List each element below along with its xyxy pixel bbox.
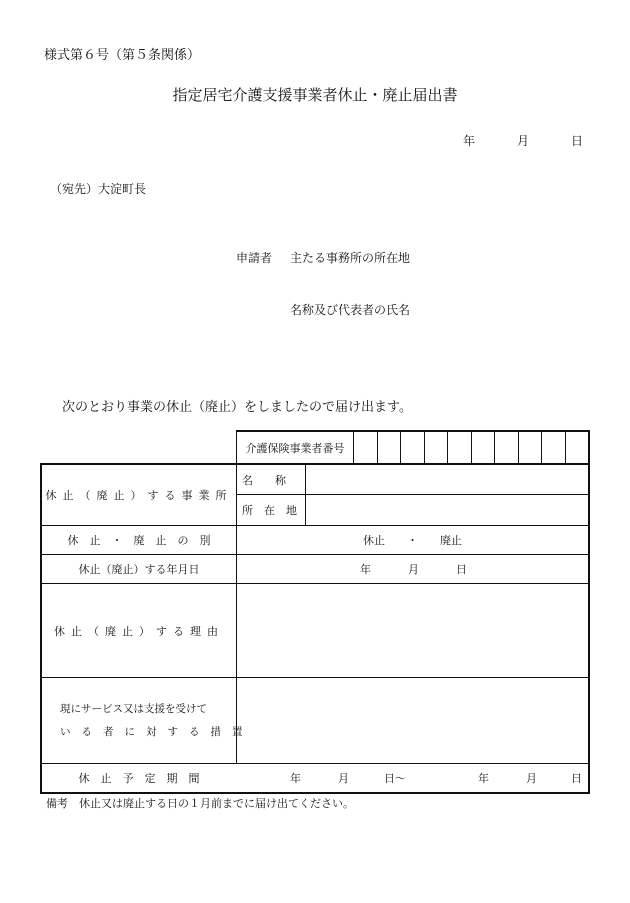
reason-label: 休止（廃止）する理由	[54, 624, 224, 638]
provider-number-digit-box[interactable]	[566, 432, 588, 463]
period-from-day[interactable]: 日～	[384, 772, 406, 785]
applicant-address-label: 主たる事務所の所在地	[290, 251, 411, 265]
date-month-label: 月	[517, 134, 530, 148]
form-number: 様式第６号（第５条関係）	[44, 48, 201, 63]
reason-field[interactable]	[237, 584, 588, 677]
office-location-label: 所 在 地	[242, 504, 297, 517]
addressee: （宛先）大淀町長	[50, 182, 147, 196]
period-to-day[interactable]: 日	[571, 772, 582, 785]
provider-number-digit-box[interactable]	[354, 432, 377, 463]
period-to-month[interactable]: 月	[526, 772, 537, 785]
period-label: 休 止 予 定 期 間	[78, 772, 200, 785]
type-label: 休 止 ・ 廃 止 の 別	[67, 534, 211, 547]
provider-number-digit-box[interactable]	[401, 432, 424, 463]
date-year-label: 年	[463, 134, 476, 148]
date-value-day[interactable]: 日	[456, 563, 467, 576]
page-title: 指定居宅介護支援事業者休止・廃止届出書	[172, 86, 458, 104]
provider-number-digit-box[interactable]	[425, 432, 447, 463]
provider-number-label: 介護保険事業者番号	[245, 441, 345, 455]
measures-field[interactable]	[237, 678, 588, 763]
type-value[interactable]: 休止 ・ 廃止	[363, 534, 462, 547]
date-day-label: 日	[571, 134, 584, 148]
period-to-year[interactable]: 年	[478, 772, 489, 785]
office-name-field[interactable]	[306, 465, 588, 494]
measures-label-line2: いる者に対する措置	[60, 725, 254, 738]
measures-label-line1: 現にサービス又は支援を受けて	[60, 702, 207, 715]
applicant-name-label: 名称及び代表者の氏名	[290, 303, 411, 317]
provider-number-digit-box[interactable]	[448, 432, 471, 463]
provider-number-digit-box[interactable]	[519, 432, 541, 463]
office-label: 休止（廃止）する事業所	[45, 489, 233, 502]
provider-number-digit-box[interactable]	[472, 432, 494, 463]
provider-number-digit-box[interactable]	[495, 432, 518, 463]
office-name-label: 名 称	[242, 473, 286, 487]
provider-number-digit-box[interactable]	[378, 432, 400, 463]
applicant-label: 申請者	[236, 251, 273, 265]
statement-text: 次のとおり事業の休止（廃止）をしましたので届け出ます。	[62, 400, 412, 415]
period-from-month[interactable]: 月	[338, 772, 349, 785]
provider-number-digit-box[interactable]	[542, 432, 565, 463]
footnote: 備考 休止又は廃止する日の１月前までに届け出てください。	[46, 797, 354, 810]
date-label: 休止（廃止）する年月日	[78, 563, 200, 576]
date-value-year[interactable]: 年	[360, 563, 371, 576]
period-from-year[interactable]: 年	[290, 772, 301, 785]
office-location-field[interactable]	[306, 495, 588, 525]
date-value-month[interactable]: 月	[408, 563, 419, 576]
